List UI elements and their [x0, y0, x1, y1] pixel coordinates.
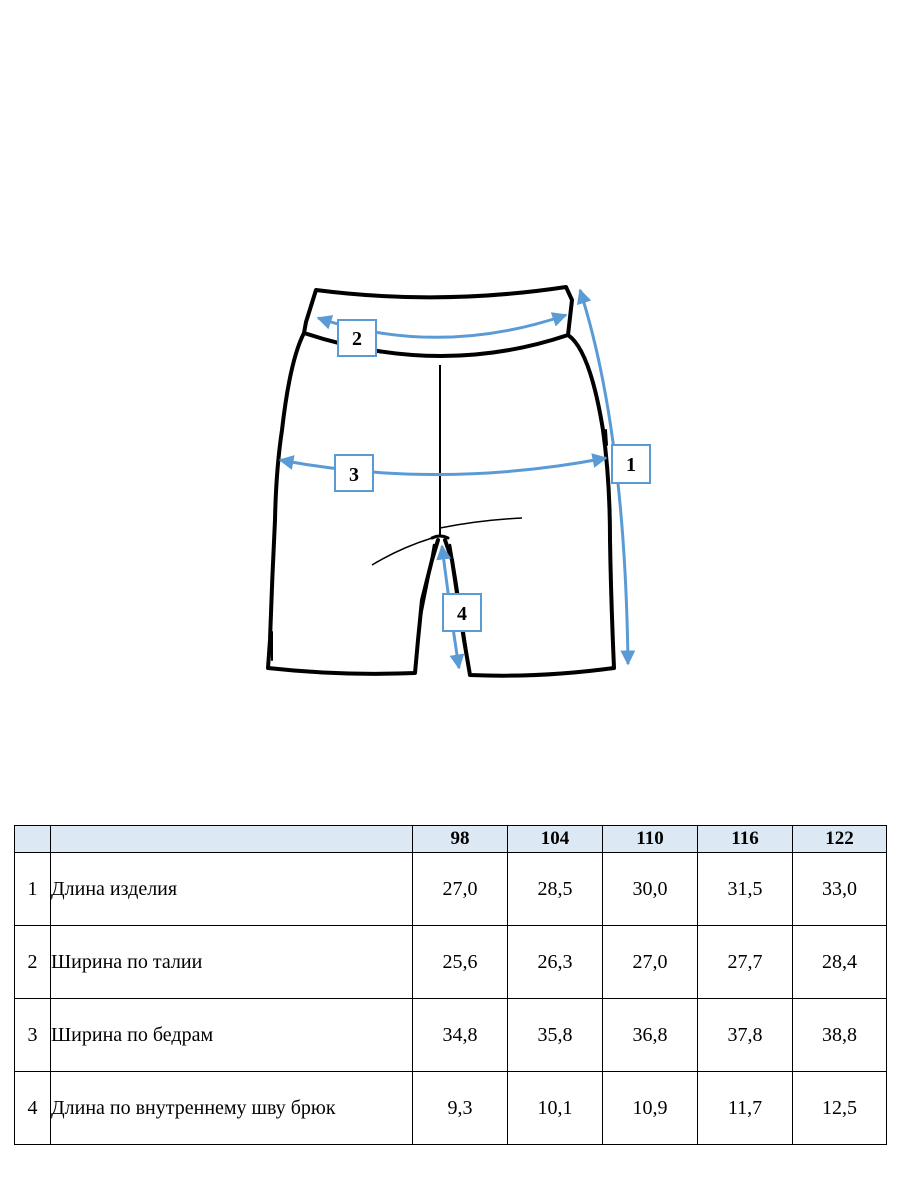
measurement-value: 10,1 [508, 1072, 603, 1145]
header-size: 98 [413, 826, 508, 853]
fold-line-left [372, 538, 432, 565]
badge-3 [335, 455, 373, 491]
table-row [15, 999, 887, 1072]
svg-text:2: 2 [352, 328, 362, 350]
measurement-value: 35,8 [508, 999, 603, 1072]
row-number: 2 [15, 926, 51, 999]
table-row [15, 1072, 887, 1145]
measurement-value: 38,8 [793, 999, 887, 1072]
measurement-value: 28,4 [793, 926, 887, 999]
header-size: 110 [603, 826, 698, 853]
measurement-value: 36,8 [603, 999, 698, 1072]
measurement-value: 27,0 [413, 853, 508, 926]
measurement-value: 27,7 [698, 926, 793, 999]
table-row [15, 853, 887, 926]
arrow-hips [280, 458, 606, 475]
svg-text:4: 4 [457, 603, 467, 625]
header-size: 104 [508, 826, 603, 853]
size-table [14, 825, 887, 1145]
row-number: 3 [15, 999, 51, 1072]
row-number: 1 [15, 853, 51, 926]
badge-4 [443, 594, 481, 631]
table-header-row [15, 826, 887, 853]
measurement-value: 26,3 [508, 926, 603, 999]
measurement-value: 9,3 [413, 1072, 508, 1145]
badge-2 [338, 320, 376, 356]
header-size: 116 [698, 826, 793, 853]
measurement-value: 33,0 [793, 853, 887, 926]
measurement-value: 12,5 [793, 1072, 887, 1145]
table-row [15, 926, 887, 999]
svg-text:3: 3 [349, 464, 359, 486]
measurement-name: Ширина по бедрам [51, 999, 413, 1072]
measurement-value: 37,8 [698, 999, 793, 1072]
fold-line [440, 518, 522, 528]
measurement-name: Длина изделия [51, 853, 413, 926]
header-num [15, 826, 51, 853]
measurement-value: 34,8 [413, 999, 508, 1072]
measurement-value: 11,7 [698, 1072, 793, 1145]
measurement-name: Ширина по талии [51, 926, 413, 999]
measurement-value: 28,5 [508, 853, 603, 926]
badge-1 [612, 445, 650, 483]
measurement-value: 10,9 [603, 1072, 698, 1145]
measurement-name: Длина по внутреннему шву брюк [51, 1072, 413, 1145]
measurement-value: 27,0 [603, 926, 698, 999]
measurement-value: 31,5 [698, 853, 793, 926]
measurement-value: 25,6 [413, 926, 508, 999]
crotch-seam [432, 536, 448, 538]
row-number: 4 [15, 1072, 51, 1145]
left-leg [268, 333, 438, 674]
header-name [51, 826, 413, 853]
left-inseam [415, 545, 434, 673]
svg-text:1: 1 [626, 454, 636, 476]
header-size: 122 [793, 826, 887, 853]
measurement-value: 30,0 [603, 853, 698, 926]
